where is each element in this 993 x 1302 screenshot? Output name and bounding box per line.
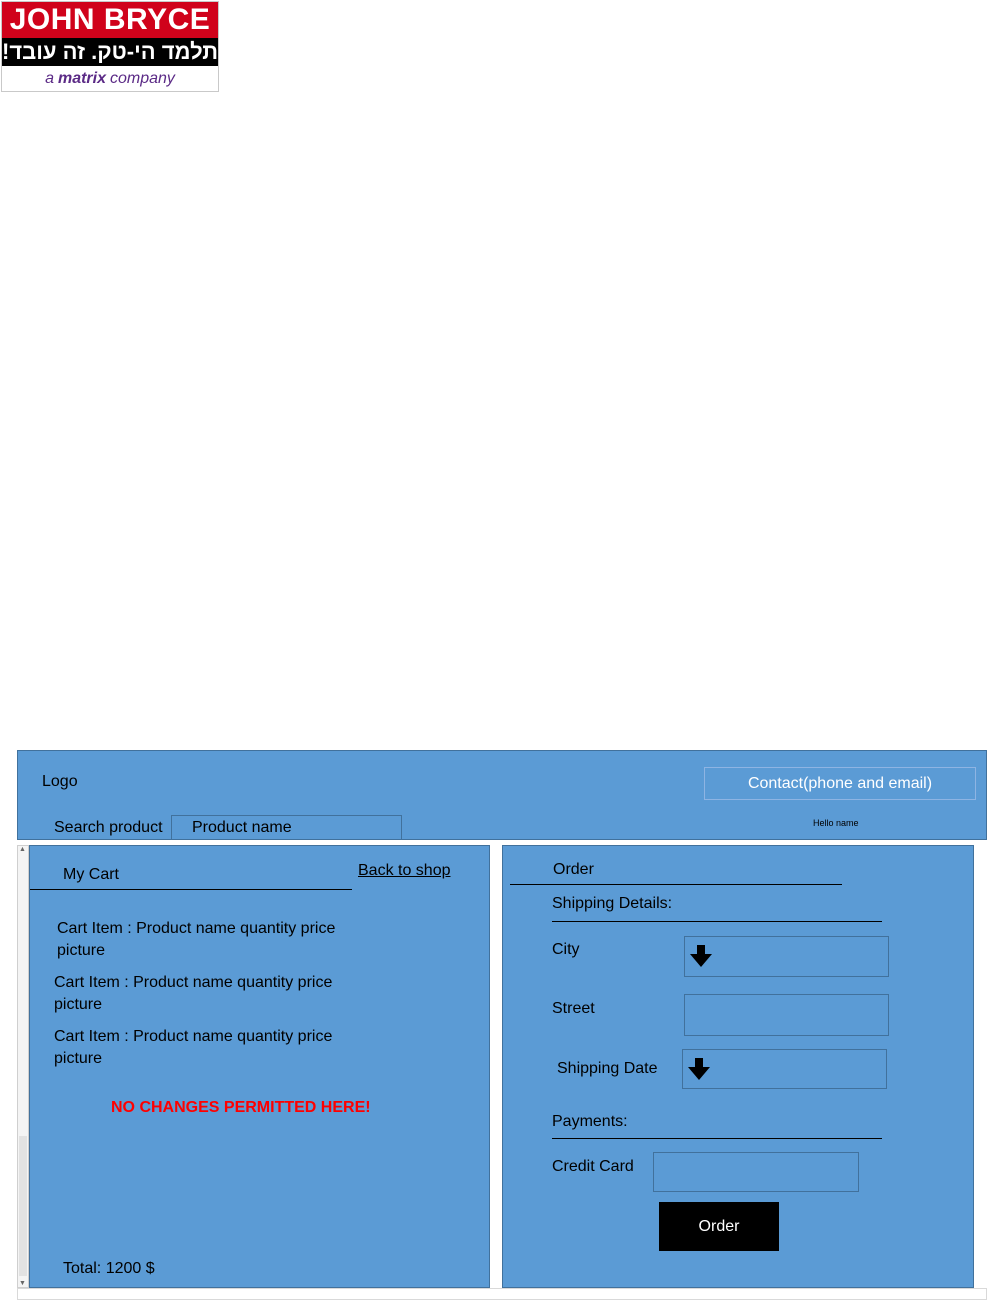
divider bbox=[552, 921, 882, 922]
site-header bbox=[17, 750, 987, 840]
divider bbox=[30, 889, 352, 890]
cart-total: Total: 1200 $ bbox=[63, 1260, 155, 1277]
cart-item-details: Cart Item : Product name quantity price bbox=[54, 974, 333, 991]
scroll-down-icon[interactable]: ▼ bbox=[19, 1280, 26, 1287]
order-panel bbox=[502, 845, 974, 1288]
brand-name: JOHN BRYCE bbox=[2, 2, 218, 38]
checkout-mockup bbox=[17, 750, 989, 1302]
cart-item bbox=[57, 918, 367, 962]
site-logo[interactable]: Logo bbox=[42, 773, 78, 790]
cart-item-picture: picture bbox=[54, 996, 103, 1013]
brand-tagline: תלמד הי-טק. זה עובד! bbox=[2, 39, 218, 64]
shipping-date-dropdown[interactable] bbox=[682, 1049, 887, 1089]
shipping-details-heading: Shipping Details: bbox=[552, 895, 673, 912]
cart-item-picture: picture bbox=[57, 942, 106, 959]
bottom-scroll-strip bbox=[17, 1288, 987, 1300]
cart-title: My Cart bbox=[63, 866, 119, 883]
city-label: City bbox=[552, 941, 580, 958]
cart-item bbox=[54, 972, 364, 1016]
divider bbox=[552, 1138, 882, 1139]
order-title: Order bbox=[553, 861, 594, 878]
cart-item bbox=[54, 1026, 364, 1070]
brand-sub-brand: matrix bbox=[57, 69, 106, 87]
no-changes-warning: NO CHANGES PERMITTED HERE! bbox=[111, 1099, 371, 1116]
search-label: Search product bbox=[54, 819, 163, 836]
john-bryce-logo bbox=[1, 1, 219, 92]
payments-heading: Payments: bbox=[552, 1113, 628, 1130]
cart-item-picture: picture bbox=[54, 1050, 103, 1067]
credit-card-input[interactable] bbox=[653, 1152, 859, 1192]
credit-card-label: Credit Card bbox=[552, 1158, 634, 1175]
cart-item-details: Cart Item : Product name quantity price bbox=[54, 1028, 333, 1045]
shipping-date-label: Shipping Date bbox=[557, 1060, 658, 1077]
contact-button[interactable]: Contact(phone and email) bbox=[704, 767, 976, 800]
scroll-up-icon[interactable]: ▲ bbox=[19, 846, 26, 853]
search-input[interactable] bbox=[171, 815, 402, 840]
city-dropdown[interactable] bbox=[684, 936, 889, 977]
street-input[interactable] bbox=[684, 994, 889, 1036]
order-button[interactable]: Order bbox=[659, 1202, 779, 1251]
scrollbar-thumb[interactable] bbox=[19, 1136, 27, 1276]
brand-sub-prefix: a bbox=[45, 69, 54, 87]
cart-scrollbar[interactable] bbox=[17, 845, 29, 1288]
cart-item-details: Cart Item : Product name quantity price bbox=[57, 920, 336, 937]
cart-panel bbox=[29, 845, 490, 1288]
brand-subline bbox=[2, 66, 218, 91]
user-greeting: Hello name bbox=[813, 818, 859, 828]
divider bbox=[510, 884, 842, 885]
street-label: Street bbox=[552, 1000, 595, 1017]
brand-sub-suffix: company bbox=[110, 69, 175, 87]
back-to-shop-link[interactable]: Back to shop bbox=[358, 862, 451, 879]
